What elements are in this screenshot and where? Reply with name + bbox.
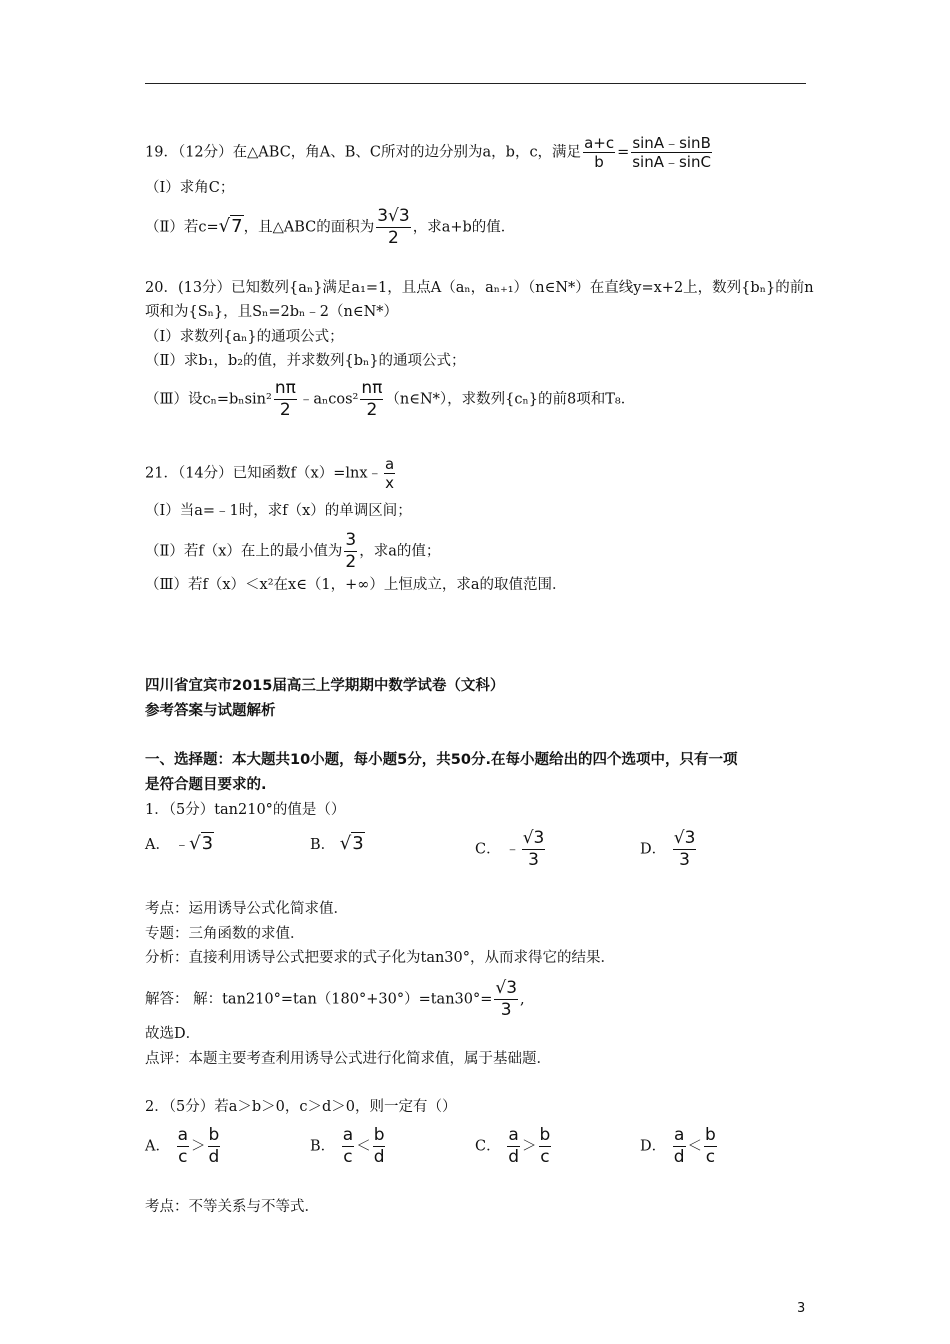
q20-frac-npi-2: $\frac{n\pi}{2}$	[361, 378, 383, 420]
q2-stem: 2．（5分）若a＞b＞0，c＞d＞0，则一定有（）	[145, 1099, 457, 1115]
q1-option-d: D． $\frac{√3}{3}$	[640, 828, 696, 870]
page-number: 3	[797, 1301, 806, 1316]
q21-part1: （Ⅰ）当a=﹣1时，求f（x）的单调区间；	[145, 503, 412, 519]
q19-stem	[145, 134, 714, 171]
q1-fenxi: 分析：直接利用诱导公式把要求的式子化为tan30°，从而求得它的结果．	[145, 950, 616, 966]
q2-option-d: D． $\frac{a}{d}$ ＜ $\frac{b}{c}$	[640, 1125, 716, 1167]
q20-frac-npi-1: $\frac{n\pi}{2}$	[274, 378, 296, 420]
q20-part3: （Ⅲ）设cₙ=bₙsin² $\frac{n\pi}{2}$ ﹣aₙcos² $\frac{n\pi}{2}$ （n∈N*），求数列{cₙ}的前8项和T₈．	[145, 378, 636, 420]
q20-part1: （Ⅰ）求数列{aₙ}的通项公式；	[145, 329, 344, 345]
q19-part1: （Ⅰ）求角C；	[145, 180, 235, 196]
q21-frac-a-x: $\frac{a}{x}$	[385, 455, 395, 492]
header-rule	[145, 83, 806, 84]
q21-part3: （Ⅲ）若f（x）＜x²在x∈（1，+∞）上恒成立，求a的取值范围．	[145, 577, 567, 593]
q21-stem: 21．（14分）已知函数f（x）=lnx﹣ $\frac{a}{x}$	[145, 455, 395, 492]
q1-dianping: 点评：本题主要考查利用诱导公式进行化简求值，属于基础题．	[145, 1051, 551, 1067]
q1-zhuanti: 专题：三角函数的求值．	[145, 926, 305, 942]
q2-option-b: B． $\frac{a}{c}$ ＜ $\frac{b}{d}$	[310, 1125, 385, 1167]
q1-guxuan: 故选D．	[145, 1026, 201, 1042]
answer-subtitle: 参考答案与试题解析	[145, 703, 276, 719]
q21-part2: （Ⅱ）若f（x）在上的最小值为 $\frac{3}{2}$ ，求a的值；	[145, 530, 441, 572]
q2-options	[145, 1125, 806, 1167]
q1-a-sqrt: √3	[189, 833, 214, 854]
q19-frac-left: $\frac{a+c}{b}$	[584, 134, 615, 171]
q19-part2: （Ⅱ）若c=√7，且△ABC的面积为 $\frac{3√3}{2}$ ，求a+b的值．	[145, 206, 516, 248]
section1-line1: 一、选择题：本大题共10小题，每小题5分，共50分.在每小题给出的四个选项中，只有一项	[145, 752, 738, 768]
q20-line2: 项和为{Sₙ}，且Sₙ=2bₙ﹣2（n∈N*）	[145, 304, 399, 320]
q21-frac-3-2: $\frac{3}{2}$	[345, 530, 357, 572]
answer-title: 四川省宜宾市2015届高三上学期期中数学试卷（文科）	[145, 678, 505, 694]
q1-option-a: A． ﹣√3	[145, 833, 214, 854]
q20-part2: （Ⅱ）求b₁，b₂的值，并求数列{bₙ}的通项公式；	[145, 353, 466, 369]
q1-jieda: 解答： 解：tan210°=tan（180°+30°）=tan30°= $\frac{√3}{3}$ ,	[145, 978, 525, 1020]
q19-area-frac: $\frac{3√3}{2}$	[377, 206, 410, 248]
q19-sqrt7: √7	[218, 215, 243, 237]
q2-option-c: C． $\frac{a}{d}$ ＞ $\frac{b}{c}$	[475, 1125, 551, 1167]
q20-line1: 20．(13分）已知数列{aₙ}满足a₁=1，且点A（aₙ，aₙ₊₁）（n∈N*）在直线y=x+2上，数列{bₙ}的前n	[145, 280, 814, 296]
q2-kaodian: 考点：不等关系与不等式．	[145, 1199, 319, 1215]
q1-option-c: C． ﹣ $\frac{√3}{3}$	[475, 828, 545, 870]
q1-option-b: B． √3	[310, 833, 364, 854]
q1-jieda-frac: $\frac{√3}{3}$	[495, 978, 518, 1020]
section1-line2: 是符合题目要求的.	[145, 777, 267, 793]
q1-options	[145, 828, 806, 868]
q19-frac-right: $\frac{\sin A﹣\sin B}{\sin A﹣\sin C}$	[632, 134, 711, 171]
q1-kaodian: 考点：运用诱导公式化简求值．	[145, 901, 348, 917]
q19-equals: =	[617, 144, 630, 161]
q2-option-a: A． $\frac{a}{c}$ ＞ $\frac{b}{d}$	[145, 1125, 220, 1167]
q19-stem-text: 19．（12分）在△ABC，角A、B、C所对的边分别为a，b，c，满足	[145, 144, 582, 161]
q1-b-sqrt: √3	[339, 833, 364, 854]
q1-stem: 1．（5分）tan210°的值是（）	[145, 802, 346, 818]
